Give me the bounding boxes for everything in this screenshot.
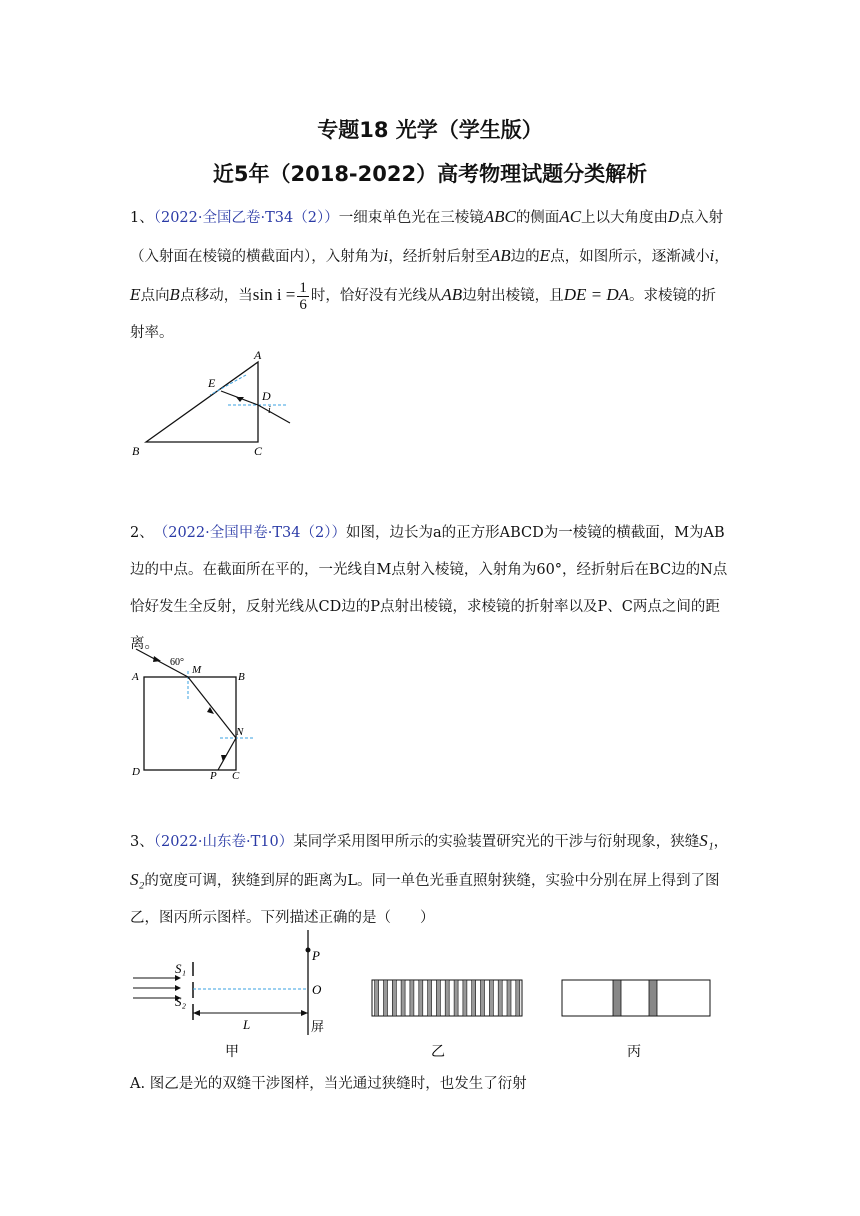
q1-math-eq: DE = DA bbox=[563, 285, 629, 304]
distance-arrow-right bbox=[301, 1010, 308, 1016]
q2-text: 如图，边长为a的正方形ABCD为一棱镜的横截面，M为AB边的中点。在截面所在平的，一光线自M点射入棱镜，入射角为60°，经折射后在BC边的N点恰好发生全反射，反射光线从CD边的P点射出棱镜，求棱镜的折射率以及P、C两点之间的距离。 bbox=[130, 525, 728, 652]
label-b: B bbox=[132, 444, 140, 458]
q1-math-sini: sin i = bbox=[252, 285, 296, 304]
q1-text: 的侧面 bbox=[515, 210, 560, 226]
q1-math-e: E bbox=[539, 249, 551, 265]
q3-text: 的宽度可调，狭缝到屏的距离为L。同一单色光垂直照射狭缝，实验中分别在屏上得到了图乙，图丙所示图样。下列描述正确的是（ ） bbox=[130, 873, 720, 926]
interference-fringes bbox=[375, 980, 520, 1016]
q2-figure-square-prism bbox=[128, 645, 268, 785]
fraction-denominator: 6 bbox=[299, 296, 307, 313]
label-b: B bbox=[238, 671, 245, 683]
label-p: P bbox=[312, 948, 320, 963]
label-d: D bbox=[132, 766, 140, 778]
q1-math-ac: AC bbox=[559, 207, 582, 226]
arrowhead-2 bbox=[175, 985, 181, 991]
q1-fraction bbox=[297, 280, 309, 313]
label-n: N bbox=[236, 726, 244, 738]
fringe-band bbox=[489, 980, 493, 1016]
distance-arrow-left bbox=[193, 1010, 200, 1016]
q1-figure-prism bbox=[128, 345, 303, 460]
fringe-band bbox=[463, 980, 467, 1016]
q3-figure-experiment bbox=[125, 930, 725, 1065]
caption-yi: 乙 bbox=[431, 1044, 445, 1060]
point-p bbox=[306, 948, 311, 953]
figure-yi bbox=[372, 980, 522, 1060]
fringe-band bbox=[516, 980, 520, 1016]
fringe-band bbox=[392, 980, 396, 1016]
fringe-band bbox=[375, 980, 379, 1016]
q1-text: 时，恰好没有光线从 bbox=[310, 288, 442, 304]
caption-bing: 丙 bbox=[627, 1044, 641, 1060]
q1-math-i: i bbox=[709, 249, 715, 265]
label-d: D bbox=[262, 389, 271, 403]
label-c: C bbox=[254, 444, 263, 458]
fringe-band bbox=[507, 980, 511, 1016]
caption-jia: 甲 bbox=[225, 1044, 239, 1060]
q1-text: 点，如图所示，逐渐减小 bbox=[550, 249, 710, 265]
fraction-numerator: 1 bbox=[299, 279, 307, 296]
q1-math-ab: AB bbox=[441, 285, 463, 304]
q1-math-e: E bbox=[130, 288, 141, 304]
refracted-ray bbox=[188, 677, 236, 738]
q3-source: （2022·山东卷·T10） bbox=[153, 834, 294, 850]
label-c: C bbox=[232, 770, 240, 782]
q1-text: 边射出棱镜，且 bbox=[462, 288, 564, 304]
q1-text: 点移动，当 bbox=[180, 288, 253, 304]
q1-text: 点入射（入射面在棱镜的横截面内），入射角为 bbox=[130, 210, 724, 265]
label-l: L bbox=[243, 1017, 251, 1032]
q1-math-i: i bbox=[383, 249, 389, 265]
label-s1: S₁ bbox=[175, 961, 187, 976]
label-a: A bbox=[132, 671, 139, 683]
label-i: i bbox=[268, 405, 271, 416]
fringe-band bbox=[419, 980, 423, 1016]
fringe-band bbox=[454, 980, 458, 1016]
question-3 bbox=[130, 822, 730, 937]
page-subtitle: 近5年（2018-2022）高考物理试题分类解析 bbox=[212, 162, 648, 186]
page-title: 专题18 光学（学生版） bbox=[317, 118, 543, 142]
q1-math-d: D bbox=[668, 210, 680, 226]
fringe-band bbox=[428, 980, 432, 1016]
label-p: P bbox=[210, 770, 217, 782]
q1-text: 上以大角度由 bbox=[581, 210, 669, 226]
label-a: A bbox=[254, 348, 262, 362]
q3-number: 3、 bbox=[130, 834, 154, 850]
q3-text: ， bbox=[713, 834, 729, 850]
label-s2: S₂ bbox=[175, 994, 187, 1009]
q2-source: （2022·全国甲卷·T34（2）） bbox=[160, 525, 346, 541]
fringe-band bbox=[436, 980, 440, 1016]
arrow-1 bbox=[153, 656, 161, 662]
pattern-frame-bing bbox=[562, 980, 710, 1016]
label-m: M bbox=[192, 664, 202, 676]
label-angle: 60° bbox=[170, 657, 184, 668]
fringe-band bbox=[445, 980, 449, 1016]
label-e: E bbox=[208, 376, 216, 390]
prism-triangle bbox=[146, 362, 258, 442]
q1-source: （2022·全国乙卷·T34（2）） bbox=[153, 210, 339, 226]
fringe-band bbox=[384, 980, 388, 1016]
q1-math-ab: AB bbox=[489, 246, 511, 265]
reflected-ray bbox=[218, 738, 236, 770]
diffraction-band-right bbox=[649, 980, 657, 1016]
q1-text: 。求棱镜的折射率。 bbox=[130, 288, 716, 341]
fringe-band bbox=[498, 980, 502, 1016]
q1-math-b: B bbox=[169, 288, 181, 304]
fringe-band bbox=[401, 980, 405, 1016]
q3-option-a: A. 图乙是光的双缝干涉图样，当光通过狭缝时，也发生了衍射 bbox=[130, 1076, 527, 1092]
question-2 bbox=[130, 515, 730, 663]
q1-text: 一细束单色光在三棱镜 bbox=[338, 210, 484, 226]
q1-text: ，经折射后射至 bbox=[388, 249, 490, 265]
q1-number: 1、 bbox=[130, 210, 154, 226]
incident-ray bbox=[258, 405, 290, 423]
label-o: O bbox=[312, 982, 322, 997]
figure-bing bbox=[562, 980, 710, 1060]
figure-jia bbox=[133, 930, 324, 1060]
q1-text: 边的 bbox=[510, 249, 540, 265]
q1-math-abc: ABC bbox=[483, 207, 516, 226]
diffraction-band-left bbox=[613, 980, 621, 1016]
q3-math-s2: S₂ bbox=[130, 870, 145, 889]
fringe-band bbox=[481, 980, 485, 1016]
normal-line-e bbox=[210, 375, 246, 395]
fringe-band bbox=[472, 980, 476, 1016]
q1-text: ， bbox=[714, 249, 729, 265]
q2-number: 2、 bbox=[130, 525, 147, 541]
fringe-band bbox=[410, 980, 414, 1016]
label-screen: 屏 bbox=[311, 1020, 325, 1035]
q1-text: 点向 bbox=[140, 288, 170, 304]
q3-math-s1: S₁ bbox=[699, 831, 714, 850]
question-1 bbox=[130, 198, 730, 352]
q3-text: 某同学采用图甲所示的实验装置研究光的干涉与衍射现象，狭缝 bbox=[293, 834, 700, 850]
